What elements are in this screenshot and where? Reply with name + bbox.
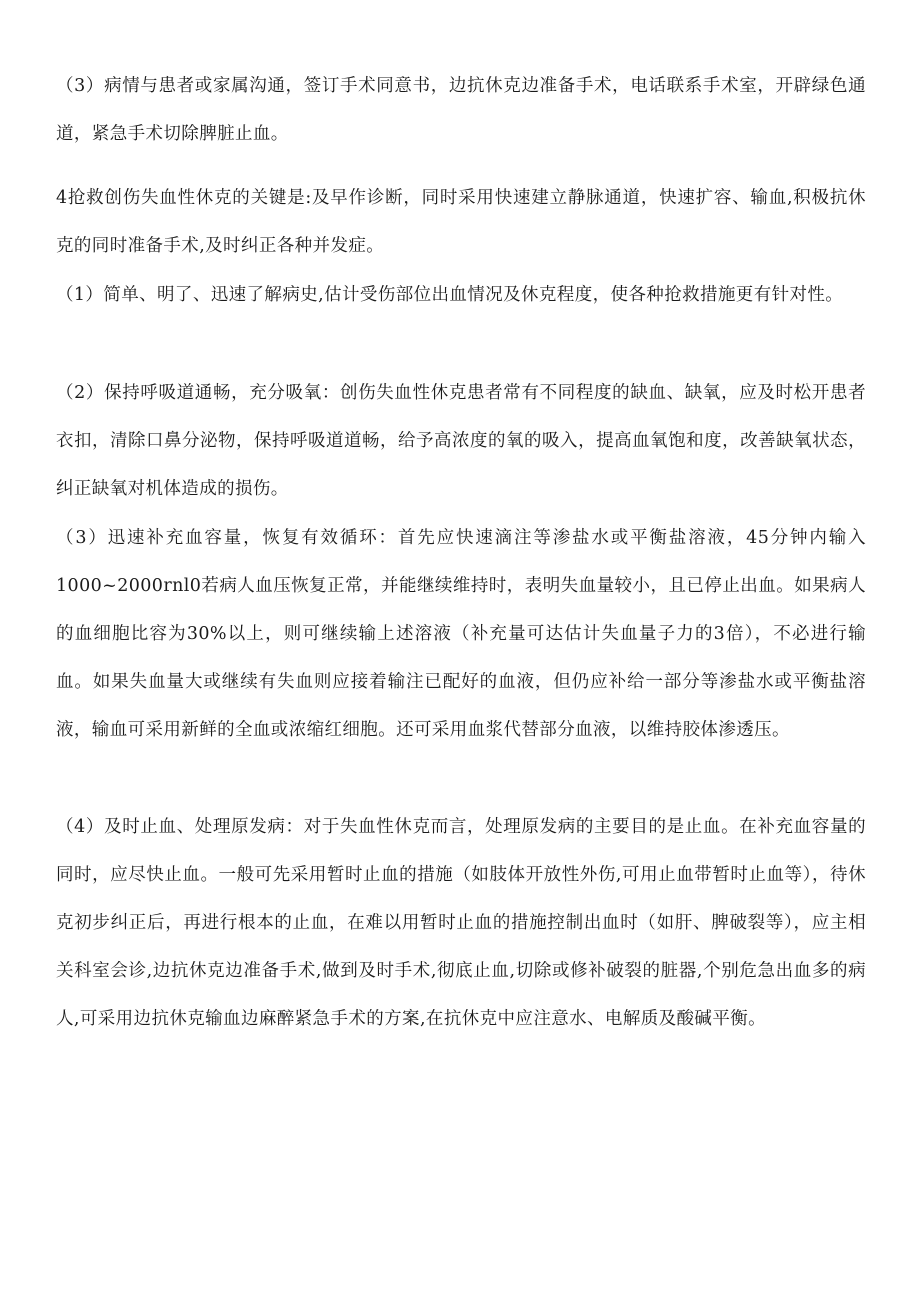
paragraph-shock-rescue-key: 4抢救创伤失血性休克的关键是:及早作诊断，同时采用快速建立静脉通道，快速扩容、输血,积极抗休克的同时准备手术,及时纠正各种并发症。 [56, 188, 866, 256]
paragraph-surgery-consent: （3）病情与患者或家属沟通，签订手术同意书，边抗休克边准备手术，电话联系手术室，开辟绿色通道，紧急手术切除脾脏止血。 [56, 76, 866, 144]
paragraph-history: （1）简单、明了、迅速了解病史,估计受伤部位出血情况及休克程度，使各种抢救措施更有针对性。 [56, 285, 844, 305]
paragraph-airway: （2）保持呼吸道通畅，充分吸氧：创伤失血性休克患者常有不同程度的缺血、缺氧，应及时松开患者衣扣，清除口鼻分泌物，保持呼吸道道畅，给予高浓度的氧的吸入，提高血氧饱和度，改善缺氧状态，纠正缺氧对机体造成的损伤。 [56, 383, 866, 499]
paragraph-hemostasis: （4）及时止血、处理原发病：对于失血性休克而言，处理原发病的主要目的是止血。在补充血容量的同时，应尽快止血。一般可先采用暂时止血的措施（如肢体开放性外伤,可用止血带暂时止血等），待休克初步纠正后，再进行根本的止血，在难以用暂时止血的措施控制出血时（如肝、脾破裂等），应主相关科室会诊,边抗休克边准备手术,做到及时手术,彻底止血,切除或修补破裂的脏器,个别危急出血多的病人,可采用边抗休克输血边麻醉紧急手术的方案,在抗休克中应注意水、电解质及酸碱平衡。 [56, 817, 866, 1029]
paragraph-volume-replacement: （3）迅速补充血容量，恢复有效循环：首先应快速滴注等渗盐水或平衡盐溶液，45分钟内输入1000~2000rnl0若病人血压恢复正常，并能继续维持时，表明失血量较小，且已停止出血。如果病人的血细胞比容为30%以上，则可继续输上述溶液（补充量可达估计失血量子力的3倍），不必进行输血。如果失血量大或继续有失血则应接着输注已配好的血液，但仍应补给一部分等渗盐水或平衡盐溶液，输血可采用新鲜的全血或浓缩红细胞。还可采用血浆代替部分血液，以维持胶体渗透压。 [56, 528, 866, 740]
